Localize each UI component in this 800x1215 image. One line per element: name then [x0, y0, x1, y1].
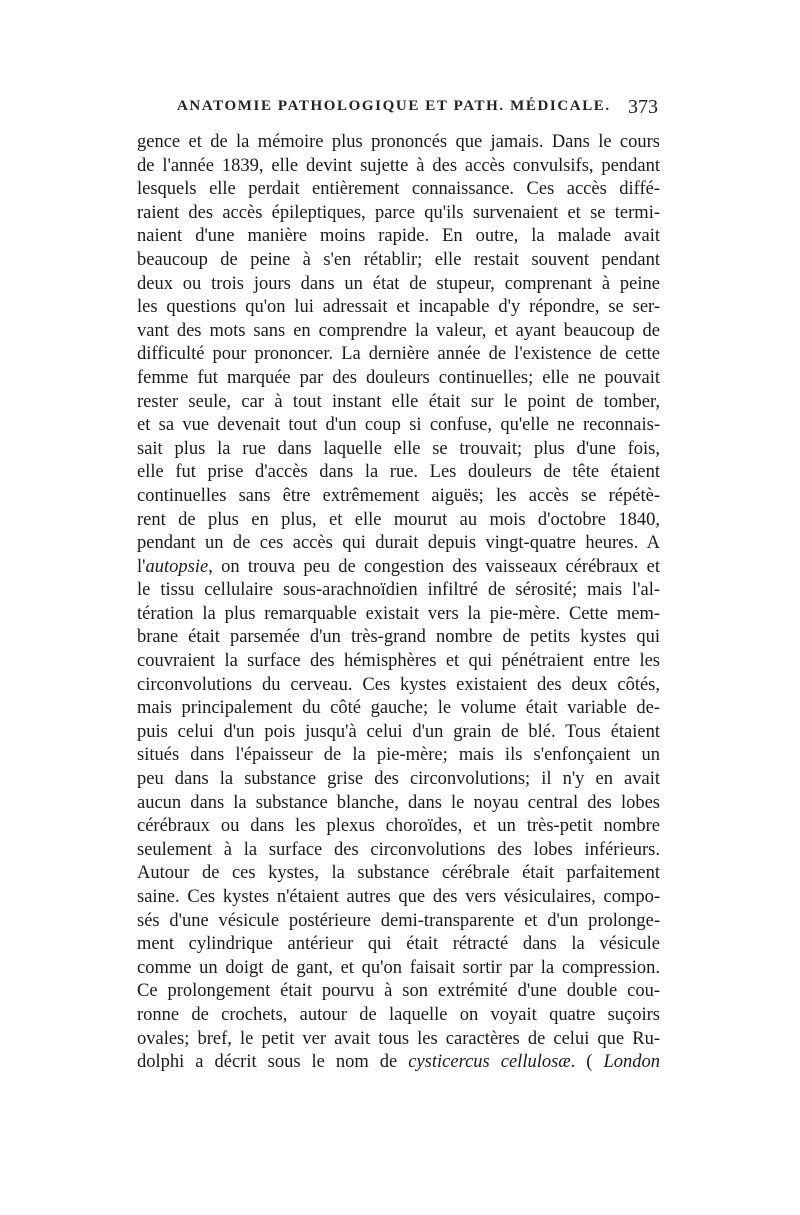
text-line: brane était parsemée d'un très-grand nombre de petits kystes qui: [137, 627, 660, 648]
text-line: rent de plus en plus, et elle mourut au mois d'octobre 1840,: [137, 509, 660, 530]
text-line: ovales; bref, le petit ver avait tous les caractères de celui que Ru-: [137, 1028, 660, 1049]
text-line: de l'année 1839, elle devint sujette à des accès convulsifs, pendant: [137, 155, 660, 176]
text-line: seulement à la surface des circonvolutions des lobes inférieurs.: [137, 839, 660, 860]
text-line: Autour de ces kystes, la substance cérébrale était parfaitement: [137, 863, 660, 884]
running-head: ANATOMIE PATHOLOGIQUE ET PATH. MÉDICALE.: [177, 98, 611, 114]
italic-term: cysticercus cellulosæ: [408, 1052, 571, 1073]
text-line: Ce prolongement était pourvu à son extrémité d'une double cou-: [137, 981, 660, 1002]
text-line: comme un doigt de gant, et qu'on faisait sortir par la compression.: [137, 957, 660, 978]
text-line: puis celui d'un pois jusqu'à celui d'un grain de blé. Tous étaient: [137, 721, 660, 742]
text-line: peu dans la substance grise des circonvolutions; il n'y en avait: [137, 769, 660, 790]
text-line: raient des accès épileptiques, parce qu'ils survenaient et se termi-: [137, 202, 660, 223]
page-header: [137, 98, 660, 122]
text-line: femme fut marquée par des douleurs continuelles; elle ne pouvait: [137, 367, 660, 388]
text-line: deux ou trois jours dans un état de stupeur, comprenant à peine: [137, 273, 660, 294]
text-line: dolphi a décrit sous le nom de cysticercus cellulosæ. ( London: [137, 1052, 660, 1073]
text-line: l'autopsie, on trouva peu de congestion des vaisseaux cérébraux et: [137, 556, 660, 577]
text-line: beaucoup de peine à s'en rétablir; elle restait souvent pendant: [137, 249, 660, 270]
text-line: rester seule, car à tout instant elle était sur le point de tomber,: [137, 391, 660, 412]
text-line: continuelles sans être extrêmement aiguës; les accès se répétè-: [137, 485, 660, 506]
text-line: vant des mots sans en comprendre la valeur, et ayant beaucoup de: [137, 320, 660, 341]
text-line: aucun dans la substance blanche, dans le noyau central des lobes: [137, 792, 660, 813]
text-line: lesquels elle perdait entièrement connaissance. Ces accès diffé-: [137, 179, 660, 200]
text-line: saine. Ces kystes n'étaient autres que des vers vésiculaires, compo-: [137, 887, 660, 907]
text-line: cérébraux ou dans les plexus choroïdes, et un très-petit nombre: [137, 816, 660, 837]
text-line: elle fut prise d'accès dans la rue. Les douleurs de tête étaient: [137, 462, 660, 483]
text-line: les questions qu'on lui adressait et incapable d'y répondre, se ser-: [137, 297, 660, 318]
text-line: circonvolutions du cerveau. Ces kystes existaient des deux côtés,: [137, 674, 660, 695]
text-line: naient d'une manière moins rapide. En outre, la malade avait: [137, 226, 660, 247]
text-line: tération la plus remarquable existait vers la pie-mère. Cette mem-: [137, 603, 660, 624]
text-line: pendant un de ces accès qui durait depuis vingt-quatre heures. A: [137, 533, 660, 554]
text-line: et sa vue devenait tout d'un coup si confuse, qu'elle ne reconnais-: [137, 415, 660, 436]
italic-term: London: [603, 1052, 660, 1073]
text-line: difficulté pour prononcer. La dernière année de l'existence de cette: [137, 344, 660, 365]
text-line: ment cylindrique antérieur qui était rétracté dans la vésicule: [137, 934, 660, 955]
text-line: gence et de la mémoire plus prononcés que jamais. Dans le cours: [137, 132, 660, 152]
italic-term: autopsie: [145, 556, 209, 577]
body-text: [137, 131, 660, 1075]
text-line: couvraient la surface des hémisphères et qui pénétraient entre les: [137, 651, 660, 672]
page-number: 373: [628, 96, 658, 118]
text-line: situés dans l'épaisseur de la pie-mère; mais ils s'enfonçaient un: [137, 745, 660, 766]
text-line: sés d'une vésicule postérieure demi-transparente et d'un prolonge-: [137, 910, 660, 931]
text-line: le tissu cellulaire sous-arachnoïdien infiltré de sérosité; mais l'al-: [137, 580, 660, 601]
text-line: ronne de crochets, autour de laquelle on voyait quatre suçoirs: [137, 1004, 660, 1025]
text-line: mais principalement du côté gauche; le volume était variable de-: [137, 698, 660, 719]
text-line: sait plus la rue dans laquelle elle se trouvait; plus d'une fois,: [137, 438, 660, 459]
